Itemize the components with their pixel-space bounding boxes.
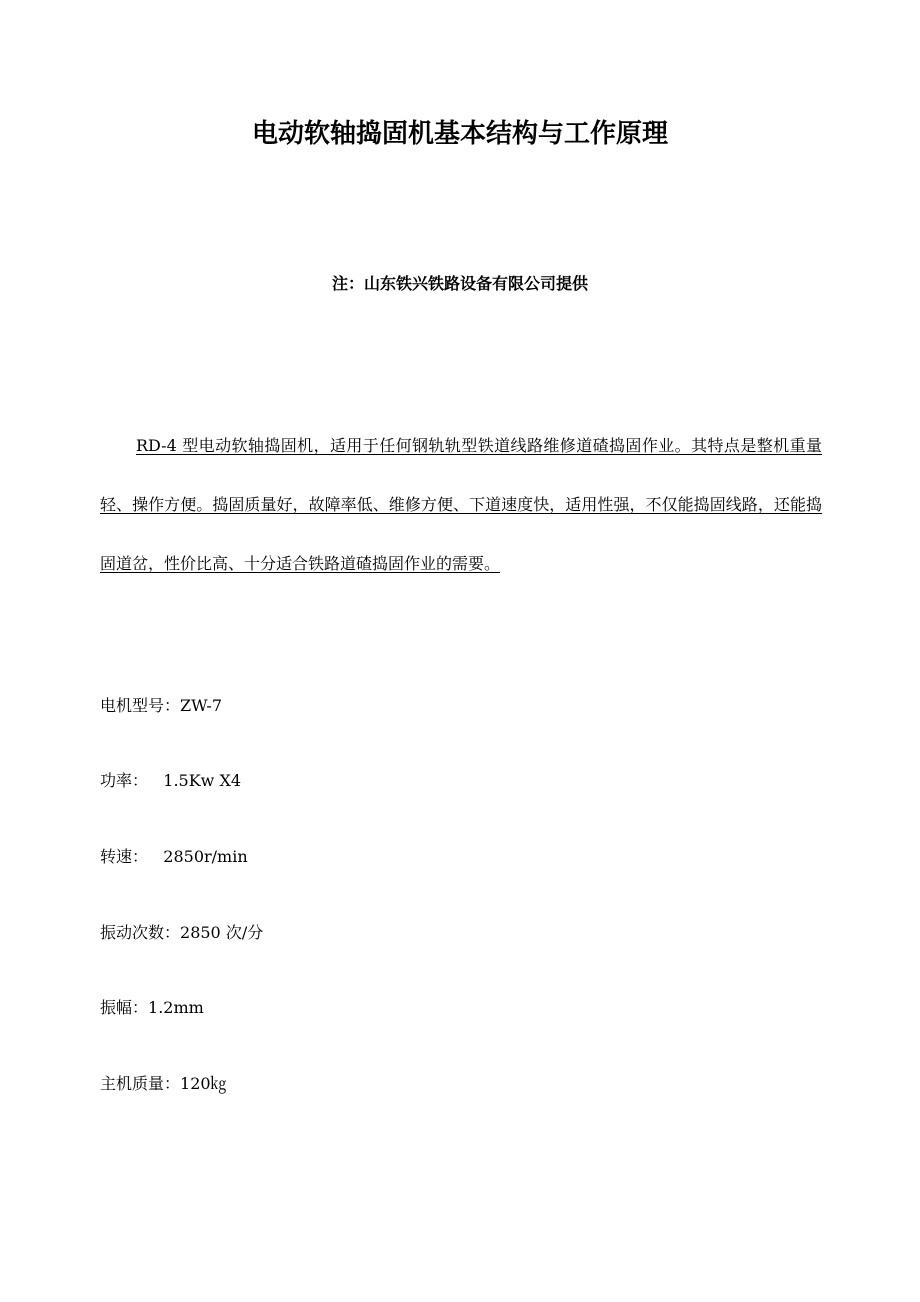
source-note: 注：山东铁兴铁路设备有限公司提供 bbox=[331, 274, 588, 293]
spec-amplitude bbox=[100, 994, 204, 1022]
intro-paragraph: RD-4 型电动软轴捣固机，适用于任何钢轨轨型铁道线路维修道碴捣固作业。其特点是整机重量轻、操作方便。捣固质量好，故障率低、维修方便、下道速度快，适用性强，不仅能捣固线路，还能捣固道岔，性价比高、十分适合铁路道碴捣固作业的需要。 bbox=[100, 436, 822, 573]
spec-value: 1.5Kw X4 bbox=[148, 771, 242, 790]
spec-label: 转速： bbox=[100, 847, 149, 866]
spec-value: ZW-7 bbox=[180, 696, 222, 715]
spec-label: 主机质量： bbox=[100, 1074, 181, 1093]
spec-value: 2850r/min bbox=[148, 847, 248, 866]
spec-motor-model bbox=[100, 692, 222, 720]
spec-label: 振幅： bbox=[100, 998, 149, 1017]
spec-power bbox=[100, 767, 241, 795]
spec-label: 功率： bbox=[100, 771, 149, 790]
spec-value: 1.2mm bbox=[148, 998, 204, 1017]
spec-label: 振动次数： bbox=[100, 923, 181, 942]
spec-label: 电机型号： bbox=[100, 696, 181, 715]
spec-value: 2850 次/分 bbox=[180, 923, 264, 942]
spec-value: 120㎏ bbox=[180, 1074, 227, 1093]
spec-vibration-count bbox=[100, 919, 263, 947]
document-title: 电动软轴捣固机基本结构与工作原理 bbox=[251, 119, 668, 149]
spec-main-mass bbox=[100, 1070, 227, 1098]
spec-speed bbox=[100, 843, 248, 871]
